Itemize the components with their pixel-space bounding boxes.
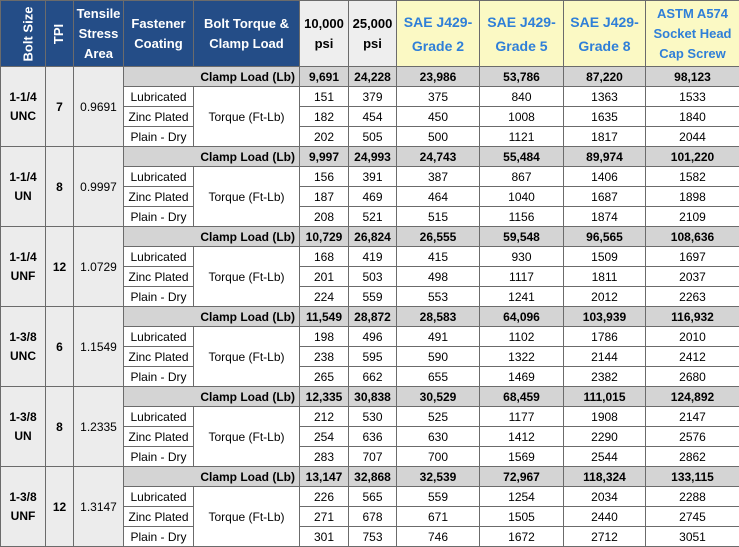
clamp-load-value: 12,335 (300, 387, 349, 407)
bolt-size-thread: UNC (1, 347, 45, 366)
torque-value: 503 (349, 267, 397, 287)
torque-value: 415 (397, 247, 480, 267)
coating-label: Lubricated (124, 407, 194, 427)
torque-value: 168 (300, 247, 349, 267)
coating-label: Zinc Plated (124, 507, 194, 527)
torque-value: 1412 (480, 427, 564, 447)
clamp-load-value: 118,324 (564, 467, 646, 487)
torque-value: 450 (397, 107, 480, 127)
torque-value: 1241 (480, 287, 564, 307)
bolt-size-diameter: 1-3/8 (1, 408, 45, 427)
torque-value: 1509 (564, 247, 646, 267)
torque-value: 271 (300, 507, 349, 527)
torque-value: 1908 (564, 407, 646, 427)
clamp-load-value: 116,932 (646, 307, 739, 327)
coating-label: Zinc Plated (124, 107, 194, 127)
torque-label: Torque (Ft-Lb) (194, 247, 300, 307)
torque-value: 1582 (646, 167, 739, 187)
torque-value: 678 (349, 507, 397, 527)
tpi-value: 12 (46, 227, 74, 307)
clamp-load-value: 26,555 (397, 227, 480, 247)
header-line: Stress (74, 24, 123, 44)
clamp-load-label: Clamp Load (Lb) (124, 147, 300, 167)
torque-value: 187 (300, 187, 349, 207)
torque-value: 201 (300, 267, 349, 287)
torque-value: 1569 (480, 447, 564, 467)
clamp-load-value: 89,974 (564, 147, 646, 167)
header-tpi (46, 1, 74, 67)
stress-area-value: 0.9691 (74, 67, 124, 147)
coating-label: Lubricated (124, 327, 194, 347)
header-sae-grade-5 (480, 1, 564, 67)
torque-value: 238 (300, 347, 349, 367)
header-line: Socket Head (646, 24, 739, 44)
torque-value: 2012 (564, 287, 646, 307)
torque-value: 454 (349, 107, 397, 127)
torque-value: 375 (397, 87, 480, 107)
coating-label: Plain - Dry (124, 287, 194, 307)
clamp-load-row (1, 227, 739, 247)
table-body (1, 67, 739, 547)
torque-value: 707 (349, 447, 397, 467)
header-line: psi (349, 34, 396, 54)
coating-label: Lubricated (124, 487, 194, 507)
clamp-load-label: Clamp Load (Lb) (124, 227, 300, 247)
torque-value: 212 (300, 407, 349, 427)
header-sae-grade-2 (397, 1, 480, 67)
torque-value: 500 (397, 127, 480, 147)
clamp-load-value: 108,636 (646, 227, 739, 247)
torque-value: 469 (349, 187, 397, 207)
coating-label: Plain - Dry (124, 447, 194, 467)
clamp-load-value: 101,220 (646, 147, 739, 167)
torque-value: 2382 (564, 367, 646, 387)
header-line: ASTM A574 (646, 4, 739, 24)
torque-value: 496 (349, 327, 397, 347)
torque-label: Torque (Ft-Lb) (194, 487, 300, 547)
torque-value: 521 (349, 207, 397, 227)
torque-value: 2412 (646, 347, 739, 367)
clamp-load-value: 24,743 (397, 147, 480, 167)
clamp-load-label: Clamp Load (Lb) (124, 67, 300, 87)
torque-value: 1156 (480, 207, 564, 227)
clamp-load-value: 87,220 (564, 67, 646, 87)
coating-label: Plain - Dry (124, 127, 194, 147)
header-psi-25000 (349, 1, 397, 67)
header-line: SAE J429- (397, 10, 479, 34)
torque-value: 636 (349, 427, 397, 447)
bolt-size-thread: UN (1, 187, 45, 206)
torque-value: 2712 (564, 527, 646, 547)
coating-label: Lubricated (124, 87, 194, 107)
torque-value: 753 (349, 527, 397, 547)
torque-value: 156 (300, 167, 349, 187)
torque-value: 515 (397, 207, 480, 227)
header-line: Fastener (124, 14, 193, 34)
torque-value: 283 (300, 447, 349, 467)
clamp-load-value: 53,786 (480, 67, 564, 87)
torque-value: 498 (397, 267, 480, 287)
torque-value: 1322 (480, 347, 564, 367)
bolt-size (1, 307, 46, 387)
bolt-size (1, 147, 46, 227)
torque-value: 301 (300, 527, 349, 547)
torque-value: 254 (300, 427, 349, 447)
coating-label: Zinc Plated (124, 267, 194, 287)
torque-value: 2037 (646, 267, 739, 287)
bolt-size-diameter: 1-1/4 (1, 248, 45, 267)
clamp-load-value: 72,967 (480, 467, 564, 487)
bolt-size-diameter: 1-3/8 (1, 328, 45, 347)
coating-label: Zinc Plated (124, 347, 194, 367)
torque-value: 1874 (564, 207, 646, 227)
torque-label: Torque (Ft-Lb) (194, 167, 300, 227)
torque-value: 525 (397, 407, 480, 427)
tpi-value: 6 (46, 307, 74, 387)
header-line: Clamp Load (194, 34, 299, 54)
torque-value: 565 (349, 487, 397, 507)
clamp-load-value: 9,997 (300, 147, 349, 167)
bolt-size-diameter: 1-3/8 (1, 488, 45, 507)
clamp-load-value: 28,872 (349, 307, 397, 327)
stress-area-value: 1.1549 (74, 307, 124, 387)
coating-label: Plain - Dry (124, 527, 194, 547)
torque-value: 2862 (646, 447, 739, 467)
bolt-size-thread: UNC (1, 107, 45, 126)
clamp-load-row (1, 67, 739, 87)
coating-label: Lubricated (124, 247, 194, 267)
coating-label: Plain - Dry (124, 367, 194, 387)
torque-value: 2440 (564, 507, 646, 527)
torque-value: 2010 (646, 327, 739, 347)
torque-value: 700 (397, 447, 480, 467)
clamp-load-row (1, 147, 739, 167)
torque-value: 2680 (646, 367, 739, 387)
torque-value: 2290 (564, 427, 646, 447)
torque-value: 208 (300, 207, 349, 227)
torque-value: 3051 (646, 527, 739, 547)
torque-value: 630 (397, 427, 480, 447)
tpi-label: TPI (49, 23, 69, 43)
clamp-load-value: 98,123 (646, 67, 739, 87)
torque-value: 1840 (646, 107, 739, 127)
torque-value: 1177 (480, 407, 564, 427)
torque-value: 391 (349, 167, 397, 187)
bolt-size-diameter: 1-1/4 (1, 88, 45, 107)
clamp-load-row (1, 387, 739, 407)
bolt-size (1, 387, 46, 467)
clamp-load-label: Clamp Load (Lb) (124, 307, 300, 327)
clamp-load-value: 10,729 (300, 227, 349, 247)
torque-value: 595 (349, 347, 397, 367)
clamp-load-value: 59,548 (480, 227, 564, 247)
header-psi-10000 (300, 1, 349, 67)
torque-value: 1008 (480, 107, 564, 127)
coating-label: Lubricated (124, 167, 194, 187)
bolt-size (1, 467, 46, 547)
bolt-size (1, 67, 46, 147)
header-line: Coating (124, 34, 193, 54)
torque-value: 1898 (646, 187, 739, 207)
bolt-size-thread: UNF (1, 267, 45, 286)
header-row (1, 1, 739, 67)
header-line: Tensile (74, 4, 123, 24)
torque-value: 1817 (564, 127, 646, 147)
torque-value: 226 (300, 487, 349, 507)
torque-value: 1102 (480, 327, 564, 347)
tpi-value: 12 (46, 467, 74, 547)
header-line: psi (300, 34, 348, 54)
torque-value: 559 (349, 287, 397, 307)
torque-value: 1121 (480, 127, 564, 147)
torque-value: 265 (300, 367, 349, 387)
clamp-load-value: 26,824 (349, 227, 397, 247)
torque-value: 662 (349, 367, 397, 387)
clamp-load-value: 96,565 (564, 227, 646, 247)
stress-area-value: 0.9997 (74, 147, 124, 227)
header-torque-clamp (194, 1, 300, 67)
torque-value: 464 (397, 187, 480, 207)
torque-value: 2144 (564, 347, 646, 367)
clamp-load-label: Clamp Load (Lb) (124, 387, 300, 407)
stress-area-value: 1.3147 (74, 467, 124, 547)
torque-value: 559 (397, 487, 480, 507)
clamp-load-value: 133,115 (646, 467, 739, 487)
clamp-load-value: 32,539 (397, 467, 480, 487)
torque-value: 1469 (480, 367, 564, 387)
clamp-load-value: 24,228 (349, 67, 397, 87)
torque-value: 2544 (564, 447, 646, 467)
tpi-value: 7 (46, 67, 74, 147)
torque-value: 1533 (646, 87, 739, 107)
clamp-load-label: Clamp Load (Lb) (124, 467, 300, 487)
torque-value: 419 (349, 247, 397, 267)
torque-value: 867 (480, 167, 564, 187)
torque-value: 2576 (646, 427, 739, 447)
coating-label: Zinc Plated (124, 427, 194, 447)
torque-value: 151 (300, 87, 349, 107)
torque-value: 2034 (564, 487, 646, 507)
clamp-load-row (1, 467, 739, 487)
torque-value: 2745 (646, 507, 739, 527)
header-astm-a574 (646, 1, 739, 67)
header-fastener-coating (124, 1, 194, 67)
torque-value: 2147 (646, 407, 739, 427)
torque-value: 2109 (646, 207, 739, 227)
stress-area-value: 1.0729 (74, 227, 124, 307)
torque-value: 1811 (564, 267, 646, 287)
torque-value: 387 (397, 167, 480, 187)
clamp-load-row (1, 307, 739, 327)
torque-value: 2288 (646, 487, 739, 507)
clamp-load-value: 28,583 (397, 307, 480, 327)
torque-value: 746 (397, 527, 480, 547)
torque-label: Torque (Ft-Lb) (194, 327, 300, 387)
bolt-size-diameter: 1-1/4 (1, 168, 45, 187)
header-stress-area (74, 1, 124, 67)
torque-value: 2263 (646, 287, 739, 307)
clamp-load-value: 9,691 (300, 67, 349, 87)
torque-value: 182 (300, 107, 349, 127)
torque-value: 930 (480, 247, 564, 267)
clamp-load-value: 13,147 (300, 467, 349, 487)
bolt-size (1, 227, 46, 307)
torque-value: 1635 (564, 107, 646, 127)
header-line: SAE J429- (564, 10, 645, 34)
torque-value: 491 (397, 327, 480, 347)
torque-value: 1672 (480, 527, 564, 547)
header-sae-grade-8 (564, 1, 646, 67)
header-line: Grade 2 (397, 34, 479, 58)
header-line: Bolt Torque & (194, 14, 299, 34)
header-line: Area (74, 44, 123, 64)
clamp-load-value: 64,096 (480, 307, 564, 327)
header-line: 25,000 (349, 14, 396, 34)
torque-value: 202 (300, 127, 349, 147)
clamp-load-value: 103,939 (564, 307, 646, 327)
clamp-load-value: 32,868 (349, 467, 397, 487)
torque-value: 1363 (564, 87, 646, 107)
torque-value: 1040 (480, 187, 564, 207)
header-line: 10,000 (300, 14, 348, 34)
torque-value: 671 (397, 507, 480, 527)
clamp-load-value: 24,993 (349, 147, 397, 167)
coating-label: Zinc Plated (124, 187, 194, 207)
torque-label: Torque (Ft-Lb) (194, 407, 300, 467)
header-line: Grade 5 (480, 34, 563, 58)
header-bolt-size (1, 1, 46, 67)
torque-label: Torque (Ft-Lb) (194, 87, 300, 147)
torque-value: 224 (300, 287, 349, 307)
torque-value: 1786 (564, 327, 646, 347)
torque-value: 1687 (564, 187, 646, 207)
clamp-load-value: 55,484 (480, 147, 564, 167)
torque-value: 1254 (480, 487, 564, 507)
clamp-load-value: 11,549 (300, 307, 349, 327)
torque-value: 1697 (646, 247, 739, 267)
clamp-load-value: 23,986 (397, 67, 480, 87)
bolt-size-label: Bolt Size (18, 6, 38, 61)
tpi-value: 8 (46, 147, 74, 227)
torque-value: 505 (349, 127, 397, 147)
clamp-load-value: 68,459 (480, 387, 564, 407)
header-line: Cap Screw (646, 44, 739, 64)
clamp-load-value: 124,892 (646, 387, 739, 407)
header-line: Grade 8 (564, 34, 645, 58)
bolt-size-thread: UN (1, 427, 45, 446)
clamp-load-value: 30,838 (349, 387, 397, 407)
torque-value: 590 (397, 347, 480, 367)
torque-value: 1505 (480, 507, 564, 527)
torque-value: 553 (397, 287, 480, 307)
torque-value: 530 (349, 407, 397, 427)
torque-value: 1406 (564, 167, 646, 187)
tpi-value: 8 (46, 387, 74, 467)
torque-value: 379 (349, 87, 397, 107)
torque-value: 840 (480, 87, 564, 107)
clamp-load-value: 111,015 (564, 387, 646, 407)
clamp-load-value: 30,529 (397, 387, 480, 407)
header-line: SAE J429- (480, 10, 563, 34)
coating-label: Plain - Dry (124, 207, 194, 227)
torque-value: 2044 (646, 127, 739, 147)
torque-value: 198 (300, 327, 349, 347)
bolt-size-thread: UNF (1, 507, 45, 526)
torque-value: 655 (397, 367, 480, 387)
torque-value: 1117 (480, 267, 564, 287)
stress-area-value: 1.2335 (74, 387, 124, 467)
